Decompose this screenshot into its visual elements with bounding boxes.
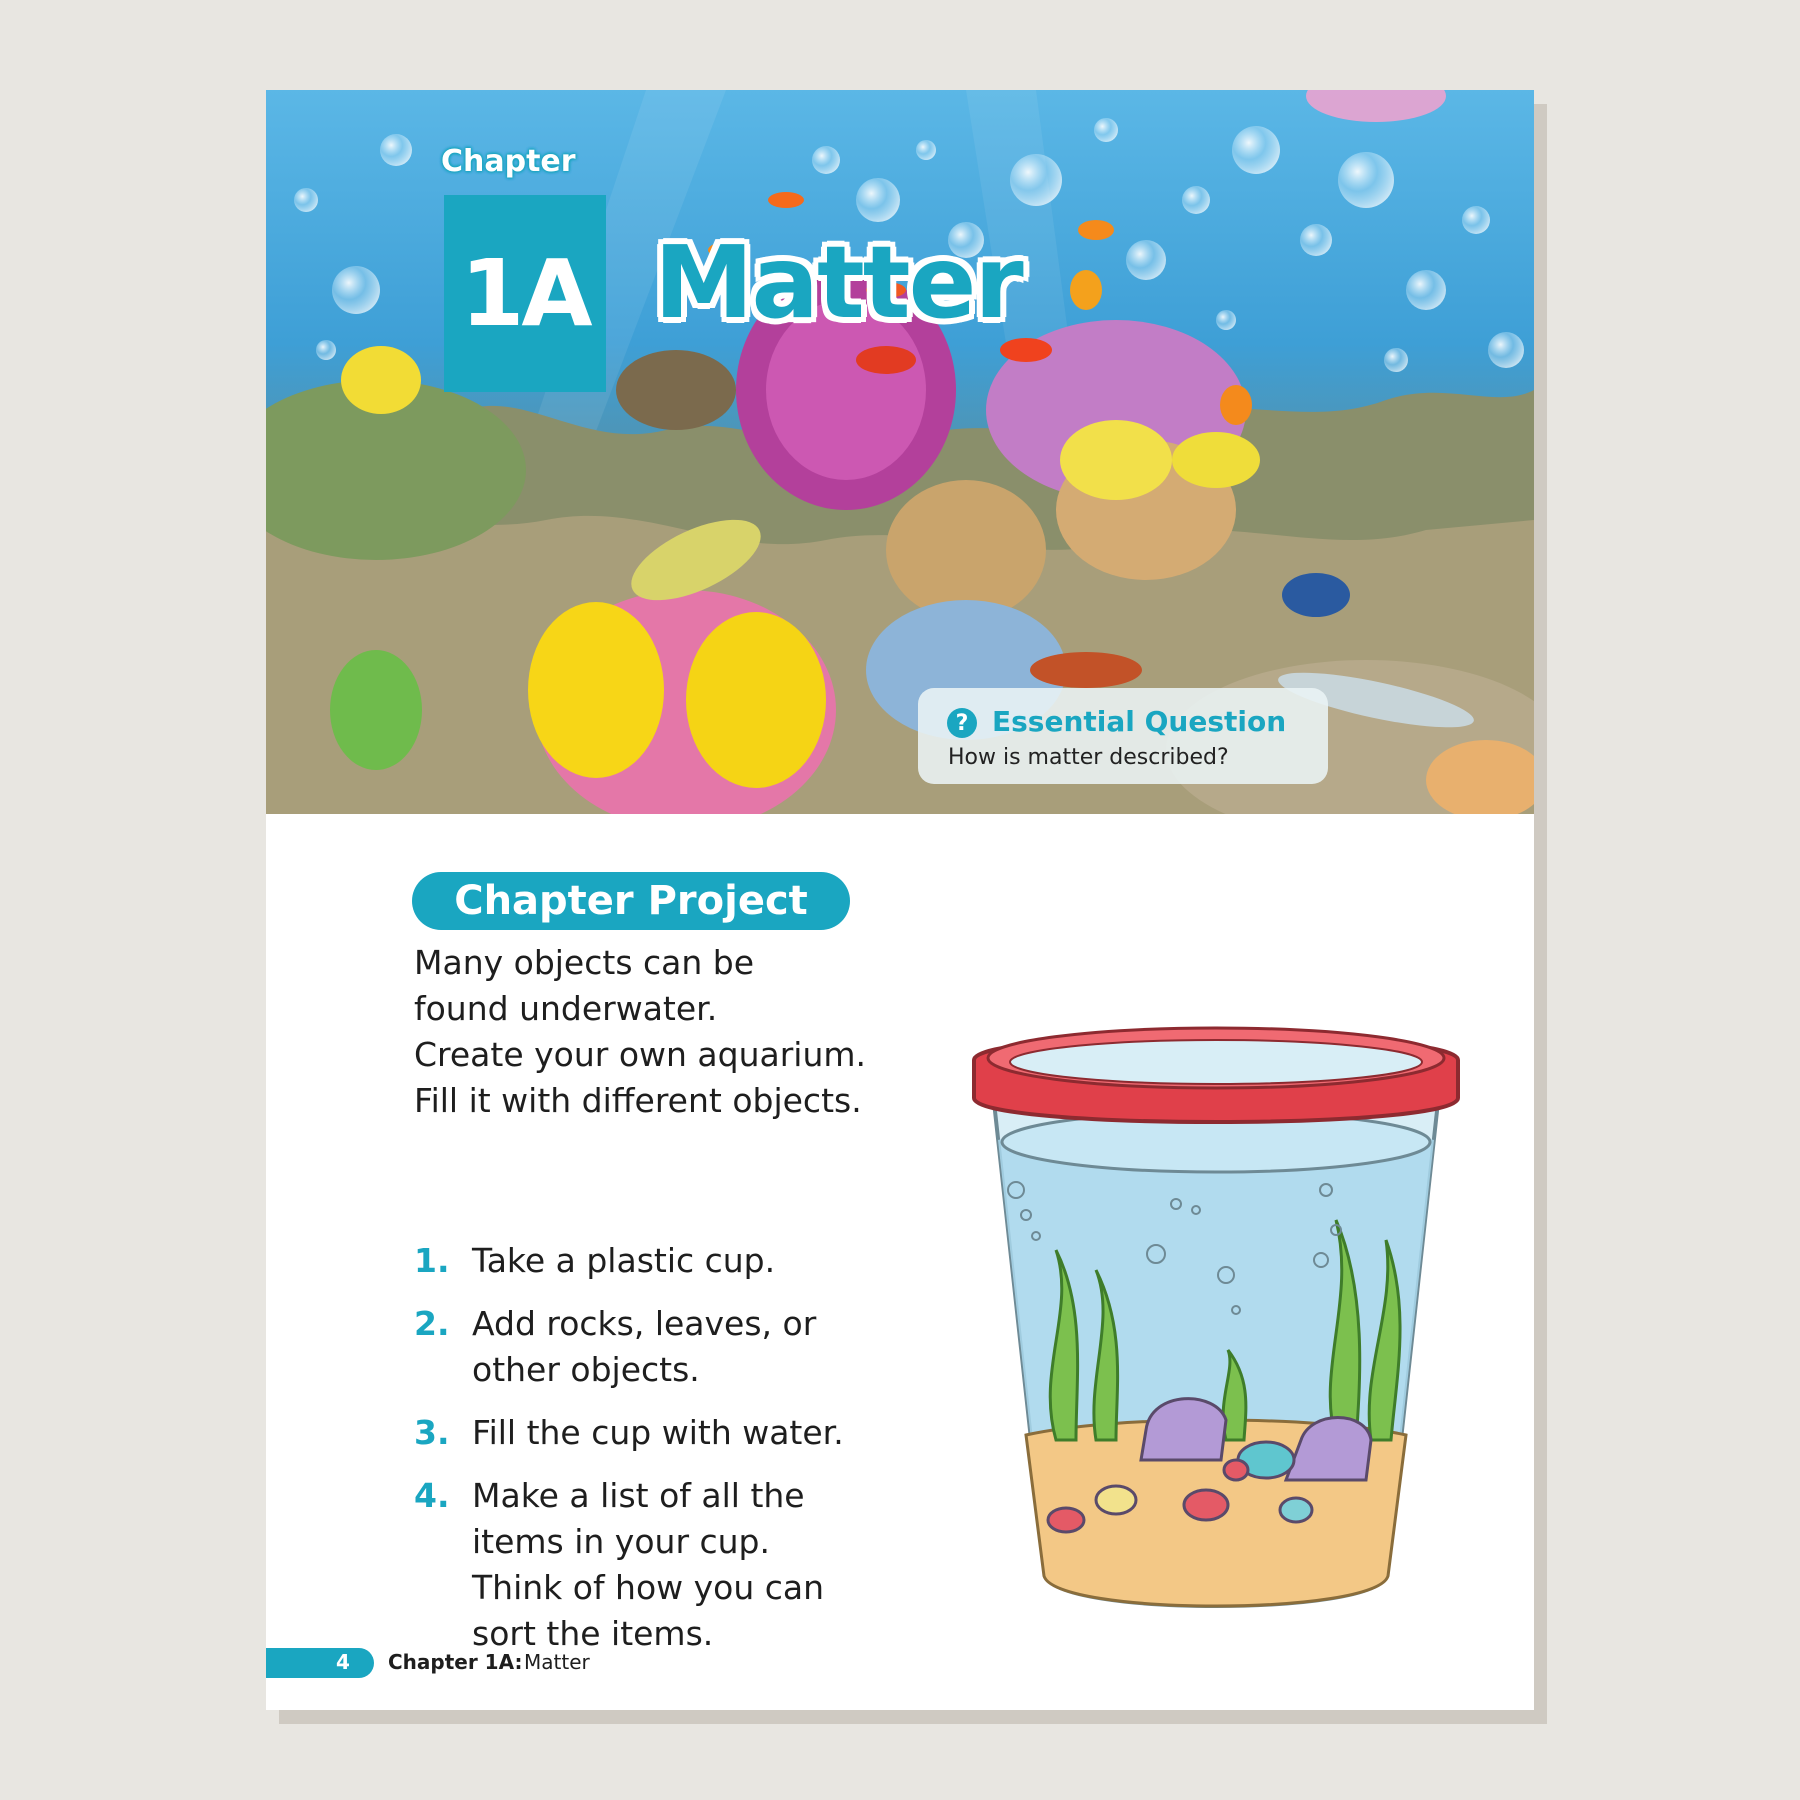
chapter-project-title: Chapter Project (454, 878, 808, 924)
footer-chapter-label: Chapter 1A: (388, 1650, 523, 1674)
step-line: Make a list of all the (472, 1476, 805, 1515)
essential-question-label: Essential Question (992, 705, 1287, 738)
chapter-project-heading (412, 872, 850, 930)
textbook-page (266, 90, 1534, 1710)
question-circle-icon: ? (947, 708, 977, 738)
step-number: 3. (414, 1413, 450, 1452)
step-line: items in your cup. (472, 1522, 770, 1561)
page-number: 4 (336, 1650, 350, 1674)
chapter-number-badge (444, 195, 606, 392)
essential-question-text: How is matter described? (948, 745, 1229, 770)
intro-line: found underwater. (414, 989, 718, 1028)
intro-line: Create your own aquarium. (414, 1035, 867, 1074)
chapter-number: 1A (460, 240, 590, 347)
step-text (472, 1301, 816, 1393)
step-line: Take a plastic cup. (472, 1241, 776, 1280)
step-number: 2. (414, 1304, 450, 1343)
project-intro (414, 940, 974, 1124)
chapter-label: Chapter (441, 144, 576, 179)
step-line: Add rocks, leaves, or (472, 1304, 817, 1343)
footer-chapter-name: Matter (524, 1650, 590, 1674)
step-text (472, 1238, 775, 1284)
step-number: 1. (414, 1241, 450, 1280)
essential-question-box (918, 688, 1328, 784)
chapter-title: Matter (654, 224, 1022, 341)
step-line: Think of how you can (472, 1568, 825, 1607)
step-number: 4. (414, 1476, 450, 1515)
step-line: sort the items. (472, 1614, 714, 1653)
step-line: other objects. (472, 1350, 700, 1389)
step-line: Fill the cup with water. (472, 1413, 844, 1452)
intro-line: Many objects can be (414, 943, 755, 982)
step-text (472, 1473, 824, 1657)
intro-line: Fill it with different objects. (414, 1081, 862, 1120)
page-number-tab (266, 1648, 374, 1678)
chapter-banner (266, 90, 1534, 814)
plastic-cup-aquarium-illustration (966, 990, 1466, 1650)
step-text (472, 1410, 844, 1456)
